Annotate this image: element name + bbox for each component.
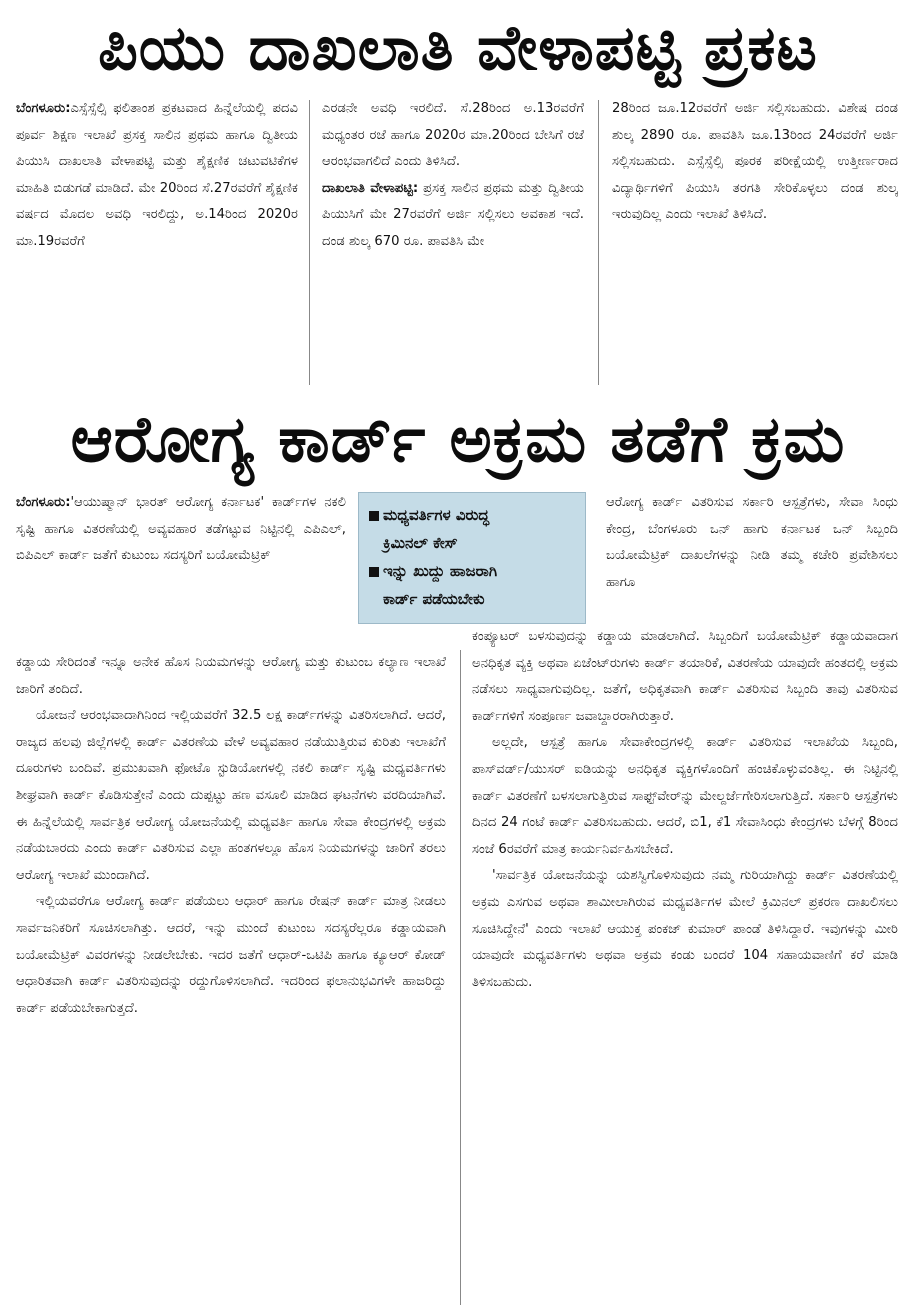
body-text: 'ಸಾರ್ವತ್ರಿಕ ಯೋಜನೆಯನ್ನು ಯಶಸ್ವಿಗೊಳಿಸುವುದು ನಮ್ಮ ಗುರಿಯಾಗಿದ್ದು ಕಾರ್ಡ್ ವಿತರಣೆಯಲ್ಲಿ ಅಕ್ರಮ ಎಸಗುವ ಅಥವಾ ಶಾಮೀಲಾಗಿರುವ ಮಧ್ಯವರ್ತಿಗಳ ಮೇಲೆ ಕ್ರಿಮಿನಲ್ ಪ್ರಕರಣ ದಾಖಲಿಸಲು ಸೂಚಿಸಿದ್ದೇನೆ' ಎಂದು ಇಲಾಖೆ ಆಯುಕ್ತ ಪಂಕಜ್ ಕುಮಾರ್ ಪಾಂಡೆ ತಿಳಿಸಿದ್ದಾರೆ. ಇವುಗಳನ್ನು ಮೀರಿ ಯಾವುದೇ ಮಧ್ಯವರ್ತಿಗಳು ಅಥವಾ ಅಕ್ರಮ ಕಂಡು ಬಂದರೆ 104 ಸಹಾಯವಾಣಿಗೆ ಕರೆ ಮಾಡಿ ತಿಳಿಸಬಹುದು. bbox=[472, 868, 898, 990]
story1-column-1 bbox=[16, 96, 298, 388]
dateline: ಬೆಂಗಳೂರು: bbox=[16, 495, 71, 510]
body-text: ಯೋಜನೆ ಆರಂಭವಾದಾಗಿನಿಂದ ಇಲ್ಲಿಯವರೆಗೆ 32.5 ಲಕ್ಷ ಕಾರ್ಡ್‌ಗಳನ್ನು ವಿತರಿಸಲಾಗಿದೆ. ಆದರೆ, ರಾಜ್ಯದ ಹಲವು ಜಿಲ್ಲೆಗಳಲ್ಲಿ ಕಾರ್ಡ್ ವಿತರಣೆಯ ವೇಳೆ ಅವ್ಯವಹಾರ ನಡೆಯುತ್ತಿರುವ ಕುರಿತು ಇಲಾಖೆಗೆ ದೂರುಗಳು ಬಂದಿವೆ. ಪ್ರಮುಖವಾಗಿ ಫೋಟೊ ಸ್ಟುಡಿಯೋಗಳಲ್ಲಿ ನಕಲಿ ಕಾರ್ಡ್ ಸೃಷ್ಟಿ ಮಧ್ಯವರ್ತಿಗಳು ಶೀಘ್ರವಾಗಿ ಕಾರ್ಡ್ ಕೊಡಿಸುತ್ತೇನೆ ಎಂದು ದುಪ್ಪಟ್ಟು ಹಣ ವಸೂಲಿ ಮಾಡಿದ ಘಟನೆಗಳು ವರದಿಯಾಗಿವೆ. ಈ ಹಿನ್ನೆಲೆಯಲ್ಲಿ ಸಾರ್ವತ್ರಿಕ ಆರೋಗ್ಯ ಯೋಜನೆಯಲ್ಲಿ ಮಧ್ಯವರ್ತಿ ಹಾಗೂ ಸೇವಾ ಕೇಂದ್ರಗಳಲ್ಲಿ ಅಕ್ರಮ ನಡೆಯಬಾರದು ಎಂದು ಕಾರ್ಡ್ ವಿತರಿಸುವ ಎಲ್ಲಾ ಹಂತಗಳಲ್ಲೂ ಹೊಸ ನಿಯಮಗಳನ್ನು ಜಾರಿಗೆ ತರಲು ಆರೋಗ್ಯ ಇಲಾಖೆ ಮುಂದಾಗಿದೆ. bbox=[16, 708, 446, 883]
story1-column-3 bbox=[612, 96, 898, 388]
bullet-icon bbox=[369, 567, 379, 577]
column-rule bbox=[460, 650, 461, 1305]
paragraph bbox=[612, 96, 898, 229]
story2-column-1-top bbox=[16, 490, 346, 650]
body-text: ಆರೋಗ್ಯ ಕಾರ್ಡ್ ವಿತರಿಸುವ ಸರ್ಕಾರಿ ಆಸ್ಪತ್ರೆಗಳು, ಸೇವಾ ಸಿಂಧು ಕೇಂದ್ರ, ಬೆಂಗಳೂರು ಒನ್ ಹಾಗು ಕರ್ನಾಟಕ ಒನ್ ಸಿಬ್ಬಂದಿ ಬಯೋಮೆಟ್ರಿಕ್ ದಾಖಲೆಗಳನ್ನು ನೀಡಿ ತಮ್ಮ ಕಚೇರಿ ಪ್ರವೇಶಿಸಲು ಹಾಗೂ bbox=[606, 495, 898, 590]
paragraph bbox=[472, 730, 898, 863]
body-text: ಎಸ್ಸೆಸ್ಸೆಲ್ಸಿ ಫಲಿತಾಂಶ ಪ್ರಕಟವಾದ ಹಿನ್ನೆಲೆಯಲ್ಲಿ ಪದವಿ ಪೂರ್ವ ಶಿಕ್ಷಣ ಇಲಾಖೆ ಪ್ರಸಕ್ತ ಸಾಲಿನ ಪ್ರಥಮ ಹಾಗೂ ದ್ವಿತೀಯ ಪಿಯುಸಿ ದಾಖಲಾತಿ ವೇಳಾಪಟ್ಟಿ ಮತ್ತು ಶೈಕ್ಷಣಿಕ ಚಟುವಟಿಕೆಗಳ ಮಾಹಿತಿ ಬಿಡುಗಡೆ ಮಾಡಿದೆ. ಮೇ 20ರಿಂದ ಸೆ.27ರವರೆಗೆ ಶೈಕ್ಷಣಿಕ ವರ್ಷದ ಮೊದಲ ಅವಧಿ ಇರಲಿದ್ದು, ಅ.14ರಿಂದ 2020ರ ಮಾ.19ರವರೆಗೆ bbox=[16, 101, 298, 249]
column-rule bbox=[598, 100, 599, 385]
body-text: 'ಆಯುಷ್ಮಾನ್ ಭಾರತ್ ಆರೋಗ್ಯ ಕರ್ನಾಟಕ' ಕಾರ್ಡ್‌ಗಳ ನಕಲಿ ಸೃಷ್ಟಿ ಹಾಗೂ ವಿತರಣೆಯಲ್ಲಿ ಅವ್ಯವಹಾರ ತಡೆಗಟ್ಟುವ ನಿಟ್ಟಿನಲ್ಲಿ ಎಪಿಎಲ್, ಬಿಪಿಎಲ್ ಕಾರ್ಡ್ ಜತೆಗೆ ಕುಟುಂಬ ಸದಸ್ಯರಿಗೆ ಬಯೋಮೆಟ್ರಿಕ್ bbox=[16, 495, 346, 564]
highlight-line: ಕಾರ್ಡ್ ಪಡೆಯಬೇಕು bbox=[383, 590, 485, 608]
paragraph bbox=[16, 96, 298, 256]
paragraph bbox=[16, 703, 446, 889]
body-text: ಪ್ರಸಕ್ತ ಸಾಲಿನ ಪ್ರಥಮ ಮತ್ತು ದ್ವಿತೀಯ ಪಿಯುಸಿಗೆ ಮೇ 27ರವರೆಗೆ ಅರ್ಜಿ ಸಲ್ಲಿಸಲು ಅವಕಾಶ ಇದೆ. ದಂಡ ಶುಲ್ಕ 670 ರೂ. ಪಾವತಿಸಿ ಮೇ bbox=[322, 180, 584, 249]
highlight-line: ಕ್ರಿಮಿನಲ್ ಕೇಸ್ bbox=[383, 534, 458, 552]
body-text: ಕಡ್ಡಾಯ ಸೇರಿದಂತೆ ಇನ್ನೂ ಅನೇಕ ಹೊಸ ನಿಯಮಗಳನ್ನು ಆರೋಗ್ಯ ಮತ್ತು ಕುಟುಂಬ ಕಲ್ಯಾಣ ಇಲಾಖೆ ಜಾರಿಗೆ ತಂದಿದೆ. bbox=[16, 655, 446, 697]
paragraph bbox=[472, 863, 898, 996]
paragraph bbox=[16, 650, 446, 703]
story2-headline: ಆರೋಗ್ಯ ಕಾರ್ಡ್ ಅಕ್ರಮ ತಡೆಗೆ ಕ್ರಮ bbox=[70, 403, 846, 477]
highlight-line: ಇನ್ನು ಖುದ್ದು ಹಾಜರಾಗಿ bbox=[369, 557, 575, 585]
story2-column-2 bbox=[472, 624, 898, 1310]
paragraph bbox=[16, 889, 446, 1022]
column-rule bbox=[309, 100, 310, 385]
story1-headline: ಪಿಯು ದಾಖಲಾತಿ ವೇಳಾಪಟ್ಟಿ ಪ್ರಕಟ bbox=[98, 11, 818, 84]
body-text: ಕಂಪ್ಯೂಟರ್ ಬಳಸುವುದನ್ನು ಕಡ್ಡಾಯ ಮಾಡಲಾಗಿದೆ. ಸಿಬ್ಬಂದಿಗೆ ಬಯೋಮೆಟ್ರಿಕ್ ಕಡ್ಡಾಯವಾದಾಗ ಅನಧಿಕೃತ ವ್ಯಕ್ತಿ ಅಥವಾ ಏಜೆಂಟ್‌ರುಗಳು ಕಾರ್ಡ್ ತಯಾರಿಕೆ, ವಿತರಣೆಯ ಯಾವುದೇ ಹಂತದಲ್ಲಿ ಅಕ್ರಮ ನಡೆಸಲು ಸಾಧ್ಯವಾಗುವುದಿಲ್ಲ. ಜತೆಗೆ, ಅಧಿಕೃತವಾಗಿ ಕಾರ್ಡ್ ವಿತರಿಸುವ ಸಿಬ್ಬಂದಿ ತಾವು ವಿತರಿಸುವ ಕಾರ್ಡ್‌ಗಳಿಗೆ ಸಂಪೂರ್ಣ ಜವಾಬ್ದಾರರಾಗಿರುತ್ತಾರೆ. bbox=[472, 629, 898, 724]
paragraph bbox=[606, 490, 898, 596]
highlight-line: ಮಧ್ಯವರ್ತಿಗಳ ವಿರುದ್ಧ bbox=[369, 501, 575, 529]
dateline: ದಾಖಲಾತಿ ವೇಳಾಪಟ್ಟಿ: bbox=[322, 180, 419, 196]
body-text: 28ರಿಂದ ಜೂ.12ರವರೆಗೆ ಅರ್ಜಿ ಸಲ್ಲಿಸಬಹುದು. ವಿಶೇಷ ದಂಡ ಶುಲ್ಕ 2890 ರೂ. ಪಾವತಿಸಿ ಜೂ.13ರಿಂದ 24ರವರೆಗೆ ಅರ್ಜಿ ಸಲ್ಲಿಸಬಹುದು. ಎಸ್ಸೆಸ್ಸೆಲ್ಸಿ ಪೂರಕ ಪರೀಕ್ಷೆಯಲ್ಲಿ ಉತ್ತೀರ್ಣರಾದ ವಿದ್ಯಾರ್ಥಿಗಳಿಗೆ ಪಿಯುಸಿ ತರಗತಿ ಸೇರಿಕೊಳ್ಳಲು ದಂಡ ಶುಲ್ಕ ಇರುವುದಿಲ್ಲ ಎಂದು ಇಲಾಖೆ ತಿಳಿಸಿದೆ. bbox=[612, 101, 898, 223]
paragraph bbox=[472, 624, 898, 730]
story2-column-1 bbox=[16, 650, 446, 1310]
paragraph bbox=[16, 490, 346, 570]
story1-column-2 bbox=[322, 96, 584, 388]
body-text: ಎರಡನೇ ಅವಧಿ ಇರಲಿದೆ. ಸೆ.28ರಿಂದ ಅ.13ರವರೆಗೆ ಮಧ್ಯಂತರ ರಜೆ ಹಾಗೂ 2020ರ ಮಾ.20ರಿಂದ ಬೇಸಿಗೆ ರಜೆ ಆರಂಭವಾಗಲಿದೆ ಎಂದು ತಿಳಿಸಿದೆ. bbox=[322, 101, 584, 170]
paragraph bbox=[322, 96, 584, 176]
bullet-icon bbox=[369, 511, 379, 521]
story2-column-3-top bbox=[606, 490, 898, 624]
highlight-box bbox=[358, 492, 586, 624]
dateline: ಬೆಂಗಳೂರು: bbox=[16, 101, 71, 116]
body-text: ಇಲ್ಲಿಯವರೆಗೂ ಆರೋಗ್ಯ ಕಾರ್ಡ್ ಪಡೆಯಲು ಆಧಾರ್ ಹಾಗೂ ರೇಷನ್ ಕಾರ್ಡ್ ಮಾತ್ರ ನೀಡಲು ಸಾರ್ವಜನಿಕರಿಗೆ ಸೂಚಿಸಲಾಗಿತ್ತು. ಆದರೆ, ಇನ್ನು ಮುಂದೆ ಕುಟುಂಬ ಸದಸ್ಯರೆಲ್ಲರೂ ಕಡ್ಡಾಯವಾಗಿ ಬಯೋಮೆಟ್ರಿಕ್ ವಿವರಗಳನ್ನು ನೀಡಲೇಬೇಕು. ಇದರ ಜತೆಗೆ ಆಧಾರ್-ಒಟಿಪಿ ಹಾಗೂ ಕ್ಯೂಆರ್ ಕೋಡ್ ಆಧಾರಿತವಾಗಿ ಕಾರ್ಡ್ ವಿತರಿಸುವುದನ್ನು ರದ್ದುಗೊಳಿಸಲಾಗಿದೆ. ಇದರಿಂದ ಫಲಾನುಭವಿಗಳೇ ಹಾಜರಿದ್ದು ಕಾರ್ಡ್ ಪಡೆಯಬೇಕಾಗುತ್ತದೆ. bbox=[16, 894, 446, 1016]
body-text: ಅಲ್ಲದೇ, ಆಸ್ಪತ್ರೆ ಹಾಗೂ ಸೇವಾಕೇಂದ್ರಗಳಲ್ಲಿ ಕಾರ್ಡ್ ವಿತರಿಸುವ ಇಲಾಖೆಯ ಸಿಬ್ಬಂದಿ, ಪಾಸ್‌ವರ್ಡ್/ಯುಸರ್ ಐಡಿಯನ್ನು ಅನಧಿಕೃತ ವ್ಯಕ್ತಿಗಳೊಂದಿಗೆ ಹಂಚಿಕೊಳ್ಳುವಂತಿಲ್ಲ. ಈ ನಿಟ್ಟಿನಲ್ಲಿ ಕಾರ್ಡ್ ವಿತರಣೆಗೆ ಬಳಸಲಾಗುತ್ತಿರುವ ಸಾಫ್ಟ್‌ವೇರ್‌ನ್ನು ಮೇಲ್ದರ್ಜೆಗೇರಿಸಲಾಗುತ್ತಿದೆ. ಸರ್ಕಾರಿ ಆಸ್ಪತ್ರೆಗಳು ದಿನದ 24 ಗಂಟೆ ಕಾರ್ಡ್ ವಿತರಿಸಬಹುದು. ಆದರೆ, ಬಿ1, ಕೆ1 ಸೇವಾಸಿಂಧು ಕೇಂದ್ರಗಳು ಬೆಳಗ್ಗೆ 8ರಿಂದ ಸಂಜೆ 6ರವರೆಗೆ ಮಾತ್ರ ಕಾರ್ಯನಿರ್ವಹಿಸಬೇಕಿದೆ. bbox=[472, 735, 898, 857]
paragraph bbox=[322, 176, 584, 256]
